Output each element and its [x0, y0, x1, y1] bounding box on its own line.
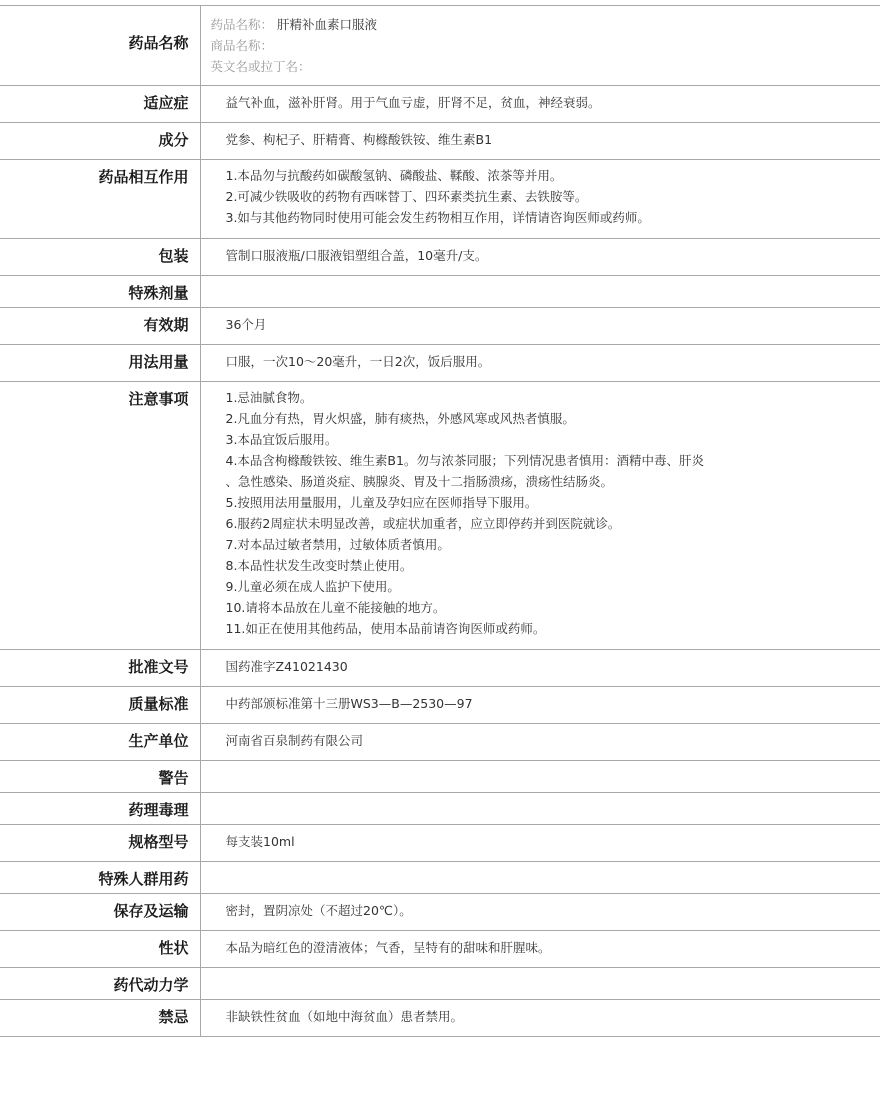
label-manufacturer: 生产单位: [0, 724, 200, 761]
label-pharmacokinetics: 药代动力学: [0, 968, 200, 1000]
value-contraindications: [200, 1000, 880, 1037]
row-indications: [0, 86, 880, 123]
value-usage: [200, 345, 880, 382]
label-toxicology: 药理毒理: [0, 793, 200, 825]
label-indications: 适应症: [0, 86, 200, 123]
shelf-life-text: 36个月: [225, 317, 267, 332]
label-usage: 用法用量: [0, 345, 200, 382]
ingredients-text: 党参、枸杞子、肝精膏、枸橼酸铁铵、维生素B1: [225, 132, 493, 147]
drug-spec-table: [0, 5, 880, 1037]
value-specification: [200, 825, 880, 862]
label-specification: 规格型号: [0, 825, 200, 862]
precaution-line: 、急性感染、肠道炎症、胰腺炎、胃及十二指肠溃疡，溃疡性结肠炎。: [225, 474, 614, 489]
row-specification: [0, 825, 880, 862]
value-storage: [200, 894, 880, 931]
value-interactions: [200, 160, 880, 239]
row-drug-name: [0, 6, 880, 86]
label-storage: 保存及运输: [0, 894, 200, 931]
value-manufacturer: [200, 724, 880, 761]
generic-name-line: [211, 14, 871, 35]
label-approval-no: 批准文号: [0, 650, 200, 687]
precaution-line: 1.忌油腻食物。: [225, 390, 313, 405]
precaution-line: 7.对本品过敏者禁用，过敏体质者慎用。: [225, 537, 450, 552]
label-shelf-life: 有效期: [0, 308, 200, 345]
row-warning: [0, 761, 880, 793]
precaution-line: 4.本品含枸橼酸铁铵、维生素B1。勿与浓茶同服；下列情况患者慎用：酒精中毒、肝炎: [225, 453, 704, 468]
value-drug-name: [200, 6, 880, 86]
row-pharmacokinetics: [0, 968, 880, 1000]
value-indications: [200, 86, 880, 123]
usage-text: 口服，一次10～20毫升，一日2次，饭后服用。: [225, 354, 491, 369]
precaution-line: 3.本品宜饭后服用。: [225, 432, 338, 447]
row-toxicology: [0, 793, 880, 825]
manufacturer-text: 河南省百泉制药有限公司: [225, 733, 364, 748]
value-ingredients: [200, 123, 880, 160]
value-packaging: [200, 239, 880, 276]
indications-text: 益气补血，滋补肝肾。用于气血亏虚，肝肾不足，贫血，神经衰弱。: [225, 95, 601, 110]
english-name-label: 英文名或拉丁名：: [210, 59, 311, 74]
value-warning: [200, 761, 880, 793]
label-warning: 警告: [0, 761, 200, 793]
row-precautions: [0, 382, 880, 650]
specification-text: 每支装10ml: [225, 834, 295, 849]
interaction-line: 1.本品勿与抗酸药如碳酸氢钠、磷酸盐、鞣酸、浓茶等并用。: [225, 168, 563, 183]
label-packaging: 包装: [0, 239, 200, 276]
precaution-line: 2.凡血分有热，胃火炽盛，肺有痰热，外感风寒或风热者慎服。: [225, 411, 575, 426]
value-special-dosage: [200, 276, 880, 308]
appearance-text: 本品为暗红色的澄清液体；气香，呈特有的甜味和肝腥味。: [225, 940, 551, 955]
label-appearance: 性状: [0, 931, 200, 968]
label-special-dosage: 特殊剂量: [0, 276, 200, 308]
label-ingredients: 成分: [0, 123, 200, 160]
interaction-line: 2.可减少铁吸收的药物有西咪替丁、四环素类抗生素、去铁胺等。: [225, 189, 588, 204]
value-special-population: [200, 862, 880, 894]
value-quality-standard: [200, 687, 880, 724]
label-interactions: 药品相互作用: [0, 160, 200, 239]
row-ingredients: [0, 123, 880, 160]
precaution-line: 9.儿童必须在成人监护下使用。: [225, 579, 400, 594]
interaction-line: 3.如与其他药物同时使用可能会发生药物相互作用，详情请咨询医师或药师。: [225, 210, 650, 225]
contraindications-text: 非缺铁性贫血（如地中海贫血）患者禁用。: [225, 1009, 464, 1024]
value-toxicology: [200, 793, 880, 825]
storage-text: 密封，置阴凉处（不超过20℃）。: [225, 903, 412, 918]
precaution-line: 8.本品性状发生改变时禁止使用。: [225, 558, 413, 573]
row-manufacturer: [0, 724, 880, 761]
approval-no-text: 国药准字Z41021430: [225, 659, 348, 674]
label-quality-standard: 质量标准: [0, 687, 200, 724]
generic-name-label: 药品名称：: [210, 17, 274, 32]
value-approval-no: [200, 650, 880, 687]
precaution-line: 6.服药2周症状未明显改善，或症状加重者，应立即停药并到医院就诊。: [225, 516, 621, 531]
row-shelf-life: [0, 308, 880, 345]
row-quality-standard: [0, 687, 880, 724]
value-shelf-life: [200, 308, 880, 345]
row-special-population: [0, 862, 880, 894]
quality-standard-text: 中药部颁标准第十三册WS3—B—2530—97: [225, 696, 473, 711]
row-special-dosage: [0, 276, 880, 308]
row-packaging: [0, 239, 880, 276]
value-precautions: [200, 382, 880, 650]
generic-name-value: 肝精补血素口服液: [277, 17, 378, 32]
label-special-population: 特殊人群用药: [0, 862, 200, 894]
precaution-line: 5.按照用法用量服用，儿童及孕妇应在医师指导下服用。: [225, 495, 538, 510]
row-appearance: [0, 931, 880, 968]
label-drug-name: 药品名称: [0, 6, 200, 86]
packaging-text: 管制口服液瓶/口服液铝塑组合盖，10毫升/支。: [225, 248, 488, 263]
label-precautions: 注意事项: [0, 382, 200, 650]
value-pharmacokinetics: [200, 968, 880, 1000]
row-approval-no: [0, 650, 880, 687]
precaution-line: 10.请将本品放在儿童不能接触的地方。: [225, 600, 446, 615]
value-appearance: [200, 931, 880, 968]
row-contraindications: [0, 1000, 880, 1037]
trade-name-label: 商品名称：: [210, 38, 274, 53]
label-contraindications: 禁忌: [0, 1000, 200, 1037]
row-usage: [0, 345, 880, 382]
row-interactions: [0, 160, 880, 239]
row-storage: [0, 894, 880, 931]
precaution-line: 11.如正在使用其他药品，使用本品前请咨询医师或药师。: [225, 621, 546, 636]
